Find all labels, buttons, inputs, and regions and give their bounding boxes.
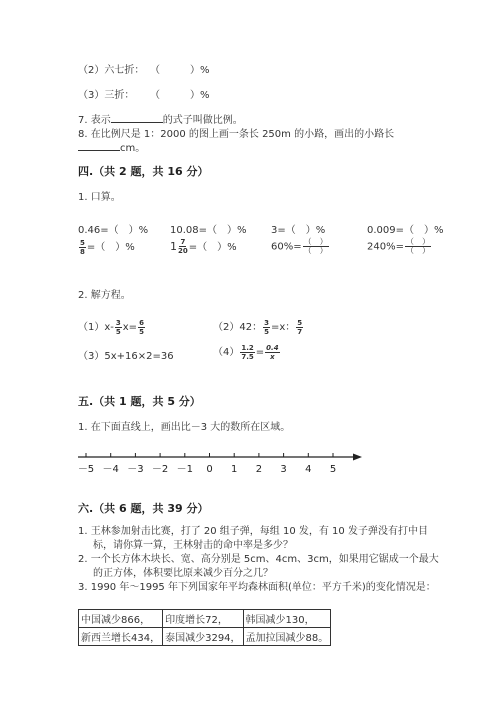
q2-label: （2）六七折： bbox=[78, 65, 145, 76]
number-line-tick-label: －3 bbox=[127, 464, 144, 475]
q3-label: （3）三折： bbox=[78, 90, 135, 101]
fraction: $\frac{5}{8}$ bbox=[80, 238, 85, 256]
table-cell: 泰国减少3294， bbox=[163, 628, 243, 646]
q7 bbox=[78, 111, 243, 126]
number-line-tick-label: 2 bbox=[255, 464, 263, 475]
number-line-tick-label: －5 bbox=[77, 464, 95, 475]
table-row bbox=[79, 610, 331, 628]
q8-line2 bbox=[78, 139, 145, 154]
q3-blank: （ ）% bbox=[150, 90, 210, 101]
section5-heading: 五.（共 1 题，共 5 分） bbox=[78, 395, 201, 408]
mental-calc-8: 240%= $\frac{( )}{( )}$ bbox=[367, 237, 430, 255]
number-line-tick-label: －1 bbox=[176, 464, 193, 475]
q7-blank-line bbox=[111, 113, 163, 123]
mental-calc-7: 60%= $\frac{( )}{( )}$ bbox=[271, 237, 328, 255]
equation-1: （1）x- $\frac{3}{5}$ x= $\frac{6}{5}$ bbox=[78, 318, 144, 336]
table-cell: 印度增长72， bbox=[163, 610, 243, 628]
forest-area-table bbox=[78, 609, 331, 646]
q1-title: 1. 口算。 bbox=[78, 192, 121, 203]
q7-prefix: 7. 表示 bbox=[78, 115, 111, 126]
q8-blank-line bbox=[78, 141, 120, 151]
q7-suffix: 的式子叫做比例。 bbox=[162, 115, 243, 126]
number-line-ticks bbox=[78, 453, 336, 475]
table-row bbox=[79, 628, 331, 646]
number-line-arrow bbox=[353, 454, 362, 461]
number-line-tick-label: 0 bbox=[206, 464, 213, 475]
section6-heading: 六.（共 6 题，共 39 分） bbox=[78, 502, 209, 515]
number-line-tick-label: －4 bbox=[102, 464, 119, 475]
section4-heading: 四.（共 2 题，共 16 分） bbox=[78, 165, 209, 178]
number-line-tick-label: －2 bbox=[151, 464, 169, 475]
mental-calc-1: 0.46=（ ）% bbox=[78, 225, 149, 236]
number-line-tick-label: 3 bbox=[280, 464, 287, 475]
problem1-line1: 1. 王林参加射击比赛，打了 20 组子弹，每组 10 发，有 10 发子弹没有打中目 bbox=[78, 526, 428, 537]
problem2-line1: 2. 一个长方体木块长、宽、高分别是 5cm、4cm、3cm，如果用它锯成一个最大 bbox=[78, 554, 439, 565]
number-line-tick-label: 4 bbox=[305, 464, 312, 475]
problem2-line2: 的正方体，体积要比原来减少百分之几？ bbox=[93, 568, 273, 579]
equation-4: （4） $\frac{1.2}{7.5}$ = $\frac{0.4}{x}$ bbox=[213, 343, 279, 361]
table-cell: 孟加拉国减少88。 bbox=[243, 628, 331, 646]
fraction-blank: $\frac{( )}{( )}$ bbox=[405, 237, 430, 255]
mental-calc-5: $\frac{5}{8}$ =（ ）% bbox=[80, 238, 135, 256]
table-cell: 韩国减少130， bbox=[243, 610, 331, 628]
problem3-line1: 3. 1990 年～1995 年下列国家年平均森林面积(单位：平方千米)的变化情况是： bbox=[78, 582, 436, 593]
number-line-tick-label: 1 bbox=[231, 464, 238, 475]
mental-calc-3: 3=（ ）% bbox=[271, 225, 326, 236]
mental-calc-2: 10.08=（ ）% bbox=[170, 225, 247, 236]
q8-line1: 8. 在比例尺是 1：2000 的图上画一条长 250m 的小路，画出的小路长 bbox=[78, 129, 395, 140]
fraction: $\frac{7}{20}$ bbox=[178, 238, 188, 255]
table-cell: 中国减少866， bbox=[79, 610, 163, 628]
q2-title: 2. 解方程。 bbox=[78, 290, 131, 301]
number-line-question: 1. 在下面直线上，画出比－3 大的数所在区域。 bbox=[78, 422, 291, 433]
mental-calc-6: 1 $\frac{7}{20}$ =（ ）% bbox=[170, 238, 237, 255]
q2-blank: （ ）% bbox=[150, 65, 210, 76]
equation-3: （3）5x+16×2=36 bbox=[78, 351, 174, 362]
equation-2: （2）42： $\frac{3}{5}$ =x： $\frac{5}{7}$ bbox=[213, 318, 303, 336]
fraction-blank: $\frac{( )}{( )}$ bbox=[303, 237, 328, 255]
problem1-line2: 标，请你算一算，王林射击的命中率是多少？ bbox=[93, 540, 293, 551]
q8-unit: cm。 bbox=[120, 143, 146, 154]
table-cell: 新西兰增长434， bbox=[79, 628, 163, 646]
mental-calc-4: 0.009=（ ）% bbox=[367, 225, 444, 236]
number-line bbox=[70, 448, 370, 478]
number-line-tick-label: 5 bbox=[329, 464, 337, 475]
